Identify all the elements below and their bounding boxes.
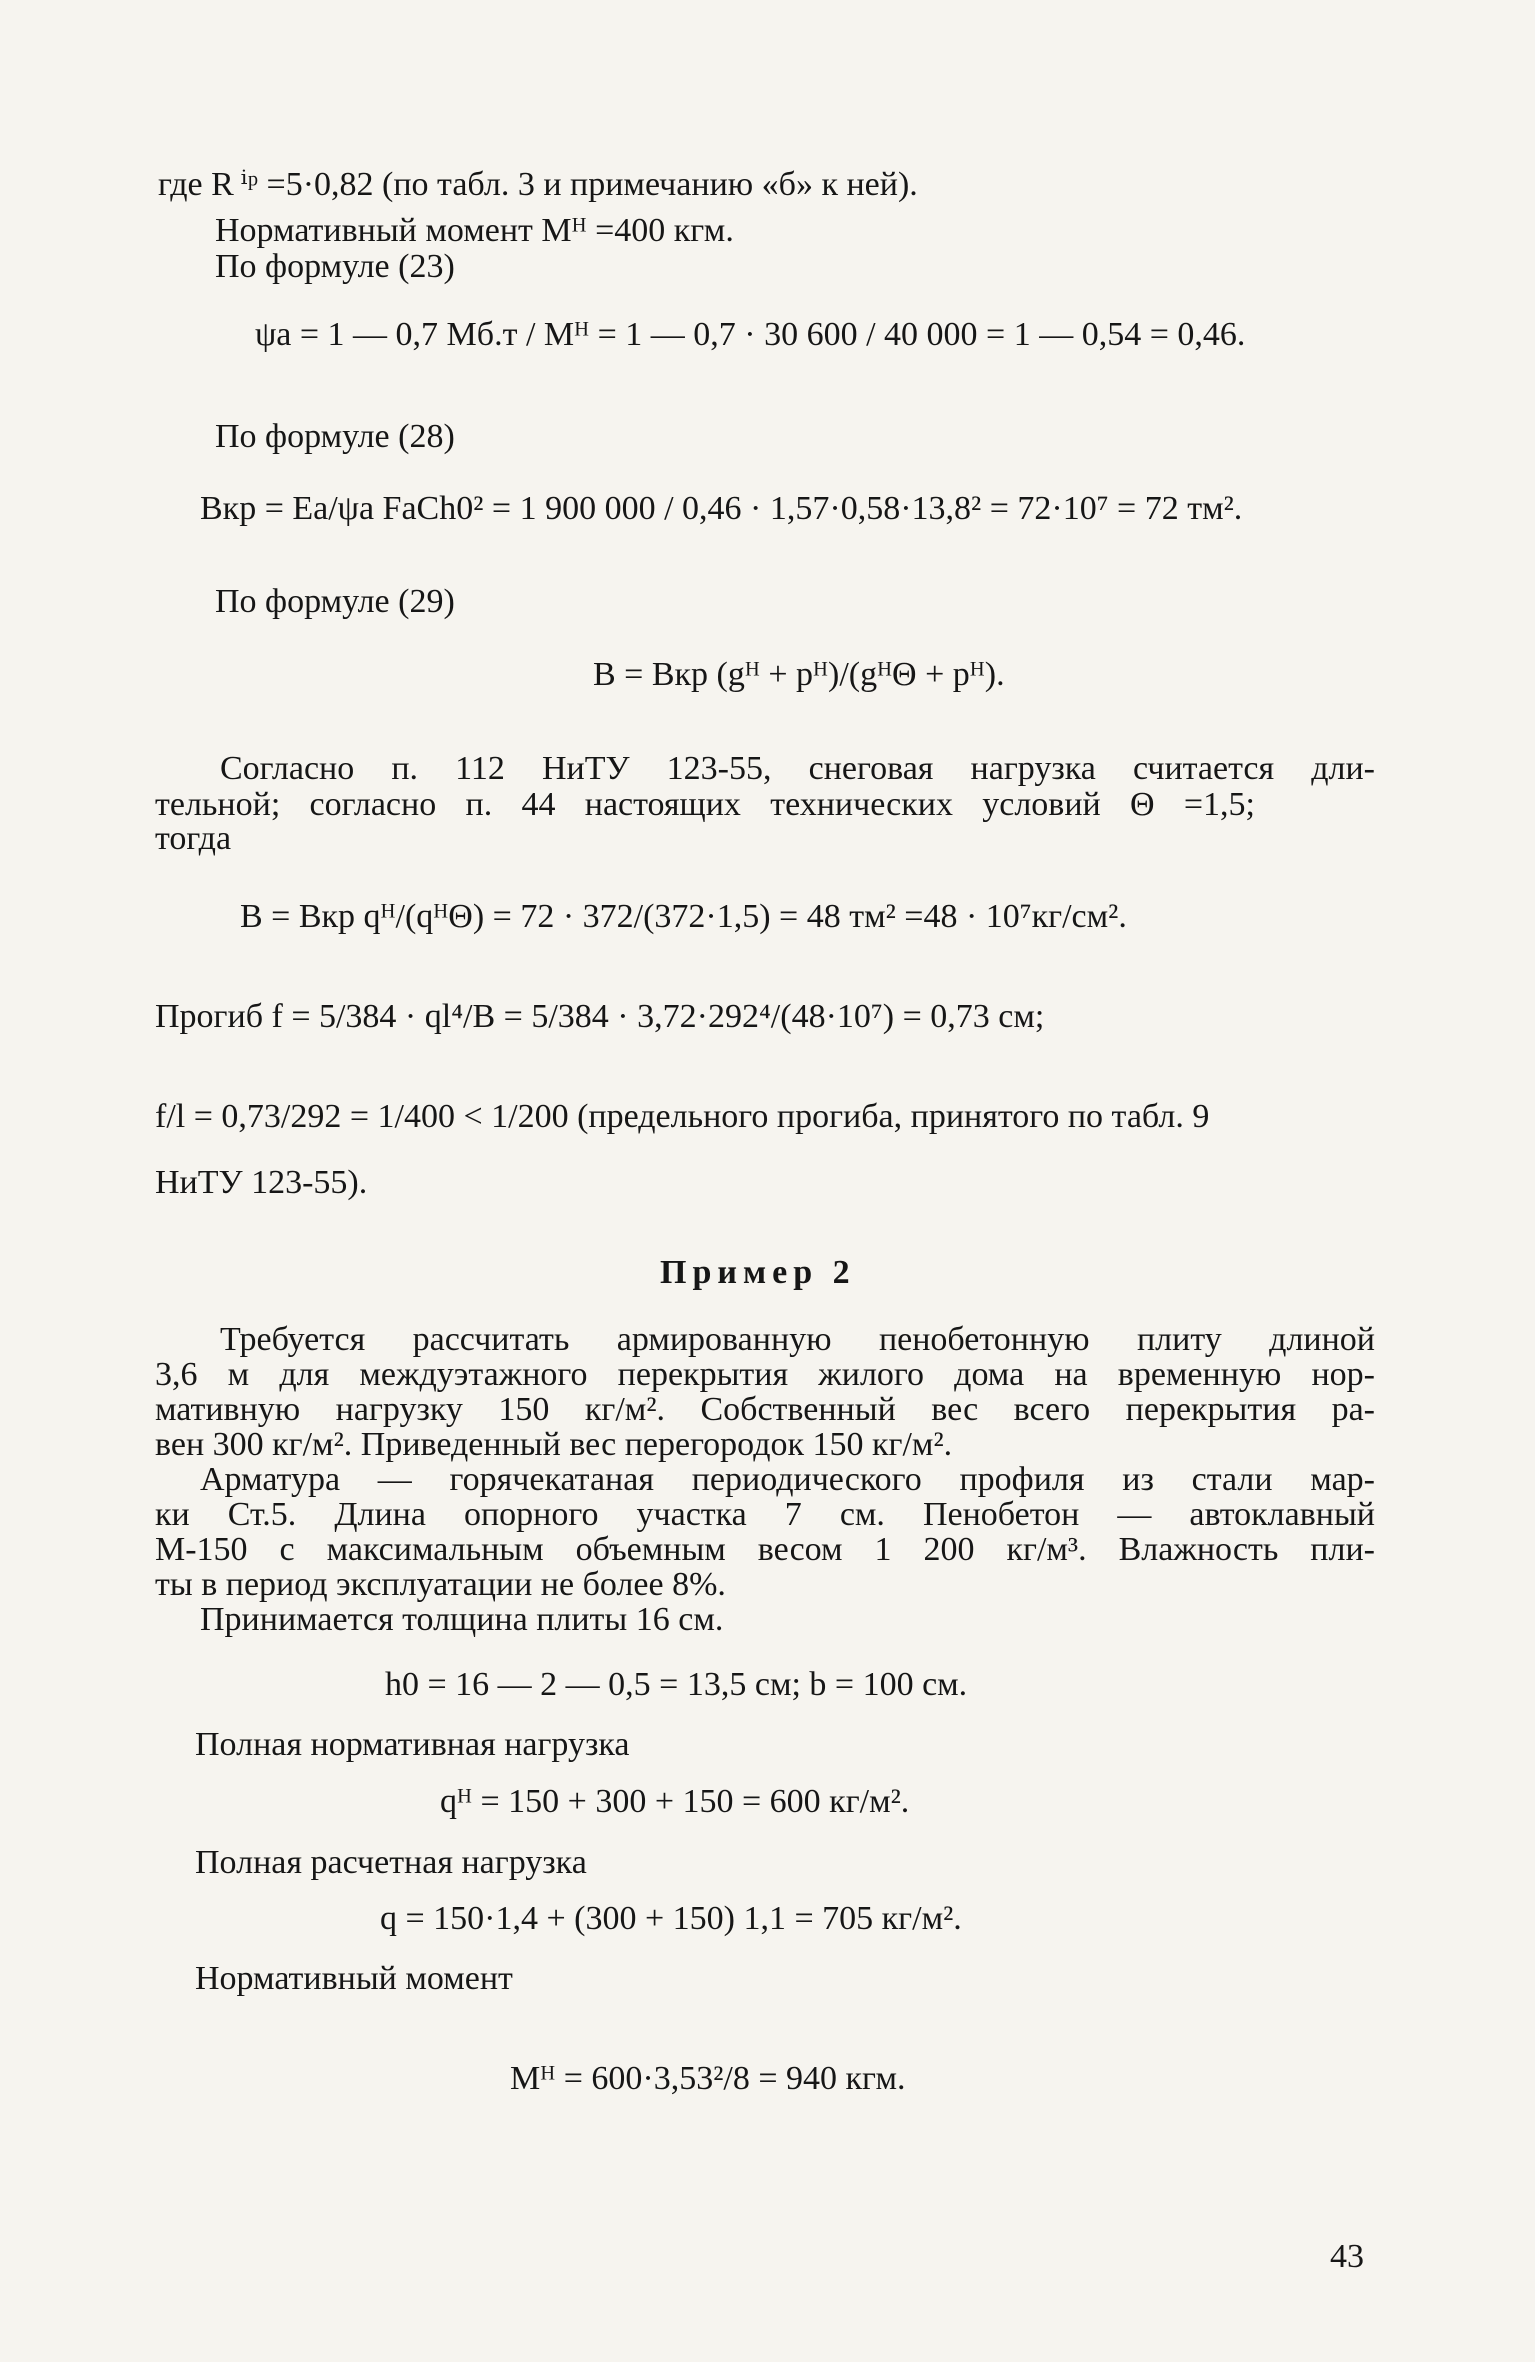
formula-28-content: Bкр = Ea/ψa FaCh0² = 1 900 000 / 0,46 · 1,57·0,58·13,8² = 72·10⁷ = 72 тм². [200, 490, 1243, 527]
text-line-15 [155, 1166, 367, 1200]
formula-mn-content: Mᴴ = 600·3,53²/8 = 940 кгм. [510, 2060, 906, 2097]
text-line-11-content: тогда [155, 820, 232, 857]
formula-29 [593, 658, 1005, 692]
formula-deflection-content: Прогиб f = 5/384 · ql⁴/B = 5/384 · 3,72·292⁴/(48·10⁷) = 0,73 см; [155, 998, 1045, 1035]
text-line-p13 [195, 1846, 587, 1880]
text-line-11 [155, 822, 231, 856]
text-line-2 [215, 214, 734, 248]
formula-23-content: ψa = 1 — 0,7 Mб.т / Mᴴ = 1 — 0,7 · 30 600 / 40 000 = 1 — 0,54 = 0,46. [255, 316, 1246, 353]
text-line-p15 [195, 1962, 513, 1996]
text-line-p1-content: Требуется рассчитать армированную пенобетонную плиту длиной [220, 1321, 1375, 1358]
text-line-p7 [155, 1533, 1375, 1567]
text-line-p9 [200, 1603, 723, 1637]
formula-h0-content: h0 = 16 — 2 — 0,5 = 13,5 см; b = 100 см. [385, 1666, 968, 1703]
text-line-15-content: НиТУ 123-55). [155, 1164, 368, 1201]
formula-23 [255, 318, 1245, 352]
text-line-10 [155, 788, 1255, 822]
formula-ratio-content: f/l = 0,73/292 = 1/400 < 1/200 (предельного прогиба, принятого по табл. 9 [155, 1098, 1210, 1135]
text-line-p9-content: Принимается толщина плиты 16 см. [200, 1601, 724, 1638]
formula-h0 [385, 1668, 967, 1702]
text-line-p3-content: мативную нагрузку 150 кг/м². Собственный вес всего перекрытия ра- [155, 1391, 1375, 1428]
formula-q-content: q = 150·1,4 + (300 + 150) 1,1 = 705 кг/м². [380, 1900, 962, 1937]
section-heading-text: Пример 2 [660, 1254, 856, 1291]
text-line-p11 [195, 1728, 630, 1762]
text-line-p6-content: ки Ст.5. Длина опорного участка 7 см. Пенобетон — автоклавный [155, 1496, 1375, 1533]
text-line-p5 [200, 1463, 1375, 1497]
text-line-p11-content: Полная нормативная нагрузка [195, 1726, 630, 1763]
text-line-3 [215, 250, 455, 284]
text-line-p8 [155, 1568, 726, 1602]
text-line-2-content: Нормативный момент Mᴴ =400 кгм. [215, 212, 734, 249]
text-line-7 [215, 585, 455, 619]
text-line-p4 [155, 1428, 952, 1462]
text-line-p15-content: Нормативный момент [195, 1960, 513, 1997]
text-line-p6 [155, 1498, 1375, 1532]
section-heading [660, 1256, 856, 1290]
formula-mn [510, 2062, 906, 2096]
text-line-p5-content: Арматура — горячекатаная периодического профиля из стали мар- [200, 1461, 1375, 1498]
text-line-5-content: По формуле (28) [215, 418, 455, 455]
text-line-7-content: По формуле (29) [215, 583, 455, 620]
text-line-3-content: По формуле (23) [215, 248, 455, 285]
formula-ratio [155, 1100, 1209, 1134]
text-line-9-content: Согласно п. 112 НиТУ 123-55, снеговая нагрузка считается дли- [220, 750, 1375, 787]
text-line-p13-content: Полная расчетная нагрузка [195, 1844, 587, 1881]
text-line-9 [220, 752, 1375, 786]
text-line-p7-content: М-150 с максимальным объемным весом 1 200 кг/м³. Влажность пли- [155, 1531, 1375, 1568]
text-line-p2-content: 3,6 м для междуэтажного перекрытия жилого дома на временную нор- [155, 1356, 1375, 1393]
text-line-10-content: тельной; согласно п. 44 настоящих технических условий Θ =1,5; [155, 786, 1255, 823]
text-line-p8-content: ты в период эксплуатации не более 8%. [155, 1566, 726, 1603]
formula-qn [440, 1785, 909, 1819]
text-line-5 [215, 420, 455, 454]
formula-b-content: B = Bкр qᴴ/(qᴴΘ) = 72 · 372/(372·1,5) = 48 тм² =48 · 10⁷кг/см². [240, 898, 1127, 935]
text-line-p1 [220, 1323, 1375, 1357]
text-line-1 [158, 168, 918, 202]
formula-q [380, 1902, 962, 1936]
text-line-p4-content: вен 300 кг/м². Приведенный вес перегородок 150 кг/м². [155, 1426, 953, 1463]
text-line-1-content: где R ⁱᵖ =5·0,82 (по табл. 3 и примечанию «б» к ней). [158, 166, 918, 203]
formula-deflection [155, 1000, 1044, 1034]
formula-b [240, 900, 1127, 934]
formula-qn-content: qᴴ = 150 + 300 + 150 = 600 кг/м². [440, 1783, 910, 1820]
page-number [1330, 2240, 1364, 2274]
text-line-p2 [155, 1358, 1375, 1392]
formula-29-content: B = Bкр (gᴴ + pᴴ)/(gᴴΘ + pᴴ). [593, 656, 1005, 693]
formula-28 [200, 492, 1242, 526]
text-line-p3 [155, 1393, 1375, 1427]
page-number-text: 43 [1330, 2238, 1364, 2275]
